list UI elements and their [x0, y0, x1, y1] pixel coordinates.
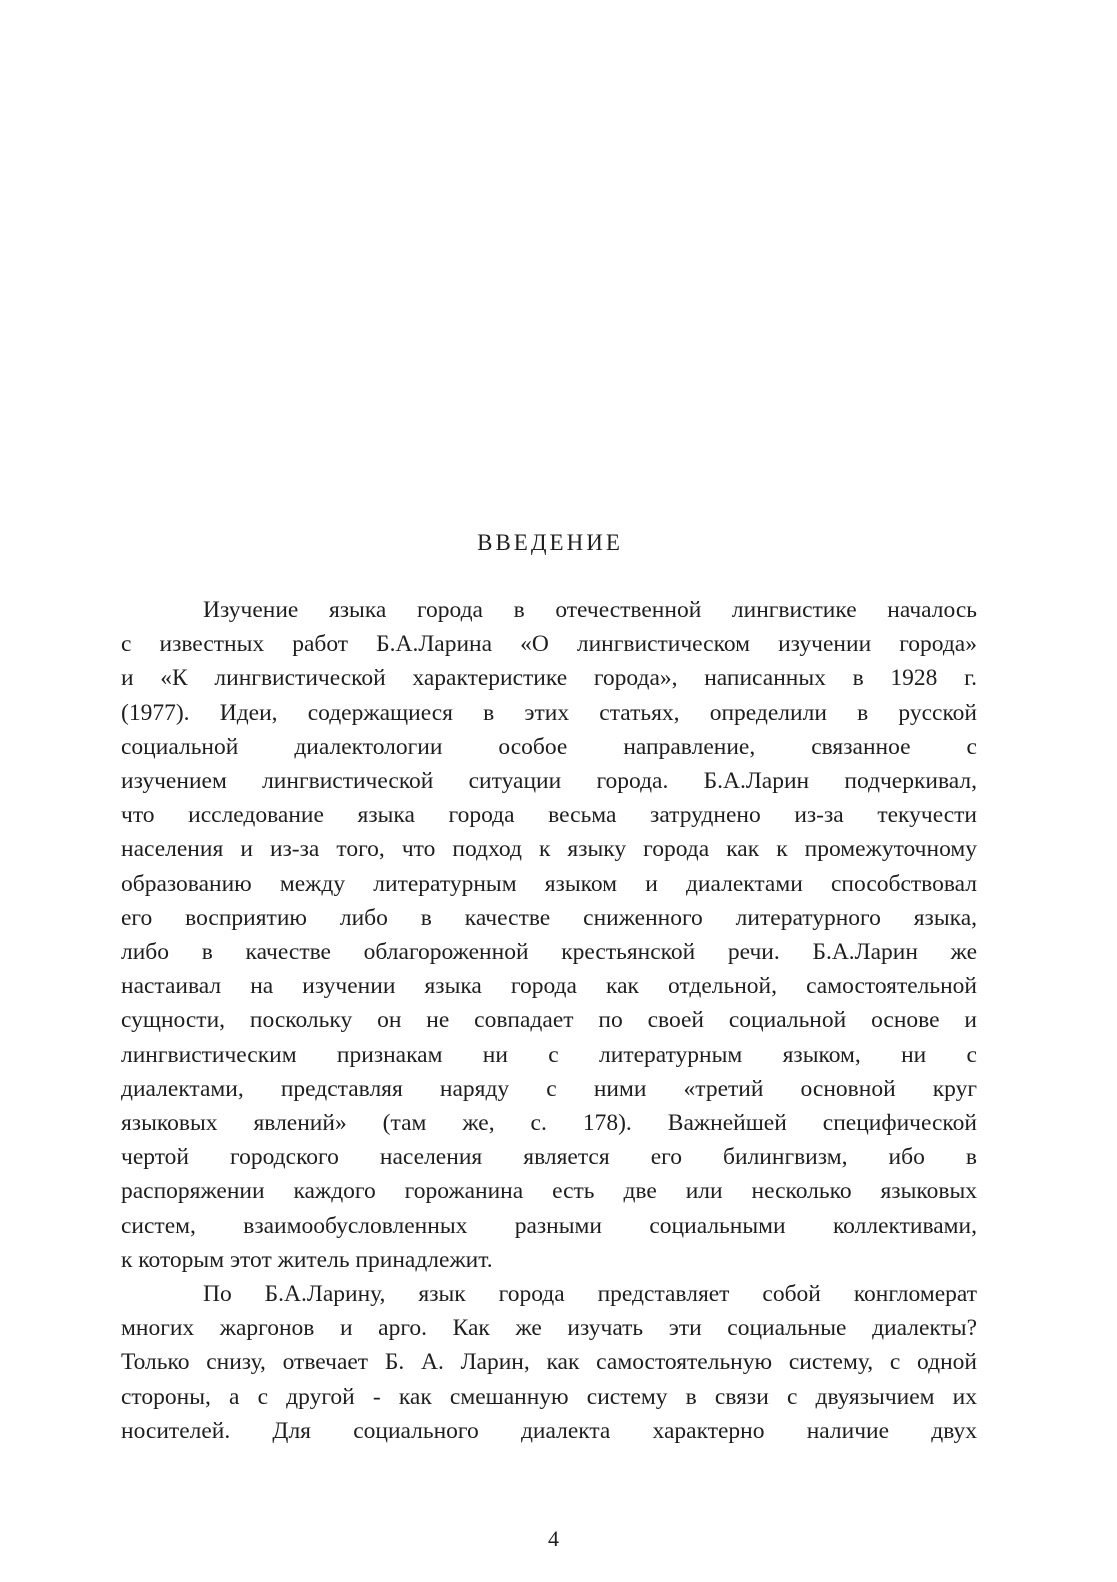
- text-line: к которым этот житель принадлежит.: [121, 1246, 493, 1273]
- text-line: изучением лингвистической ситуации города. Б.А.Ларин подчеркивал,: [121, 768, 977, 795]
- text-line: (1977). Идеи, содержащиеся в этих статьях, определили в русской: [121, 699, 977, 726]
- text-line: что исследование языка города весьма затруднено из-за текучести: [121, 802, 977, 829]
- text-line: По Б.А.Ларину, язык города представляет собой конгломерат: [203, 1281, 977, 1308]
- page-number: 4: [548, 1526, 559, 1551]
- paragraph-2: [121, 1277, 977, 1448]
- text-line: языковых явлений» (там же, с. 178). Важнейшей специфической: [121, 1110, 977, 1137]
- text-line: либо в качестве облагороженной крестьянской речи. Б.А.Ларин же: [121, 939, 977, 966]
- text-line: систем, взаимообусловленных разными социальными коллективами,: [121, 1212, 977, 1239]
- text-line: чертой городского населения является его билингвизм, ибо в: [121, 1144, 977, 1171]
- text-line: сущности, поскольку он не совпадает по своей социальной основе и: [121, 1007, 977, 1034]
- text-line: носителей. Для социального диалекта характерно наличие двух: [121, 1417, 977, 1444]
- text-line: диалектами, представляя наряду с ними «третий основной круг: [121, 1075, 977, 1102]
- text-line: его восприятию либо в качестве сниженного литературного языка,: [121, 904, 977, 931]
- text-line: настаивал на изучении языка города как отдельной, самостоятельной: [121, 973, 977, 1000]
- text-line: социальной диалектологии особое направление, связанное с: [121, 733, 977, 760]
- text-line: многих жаргонов и арго. Как же изучать эти социальные диалекты?: [121, 1315, 977, 1342]
- text-line: населения и из-за того, что подход к языку города как к промежуточному: [121, 836, 977, 863]
- text-line: Изучение языка города в отечественной лингвистике началось: [203, 597, 977, 623]
- paragraph-1: [121, 593, 977, 1277]
- text-line: лингвистическим признакам ни с литературным языком, ни с: [121, 1041, 977, 1068]
- section-title: ВВЕДЕНИЕ: [477, 530, 623, 555]
- text-line: с известных работ Б.А.Ларина «О лингвистическом изучении города»: [121, 631, 977, 658]
- text-line: стороны, а с другой - как смешанную систему в связи с двуязычием их: [121, 1383, 977, 1410]
- text-line: и «К лингвистической характеристике города», написанных в 1928 г.: [121, 665, 977, 692]
- text-line: распоряжении каждого горожанина есть две или несколько языковых: [121, 1178, 977, 1205]
- text-line: Только снизу, отвечает Б. А. Ларин, как самостоятельную систему, с одной: [121, 1349, 977, 1376]
- text-line: образованию между литературным языком и диалектами способствовал: [121, 870, 977, 897]
- body-text: [121, 593, 977, 1448]
